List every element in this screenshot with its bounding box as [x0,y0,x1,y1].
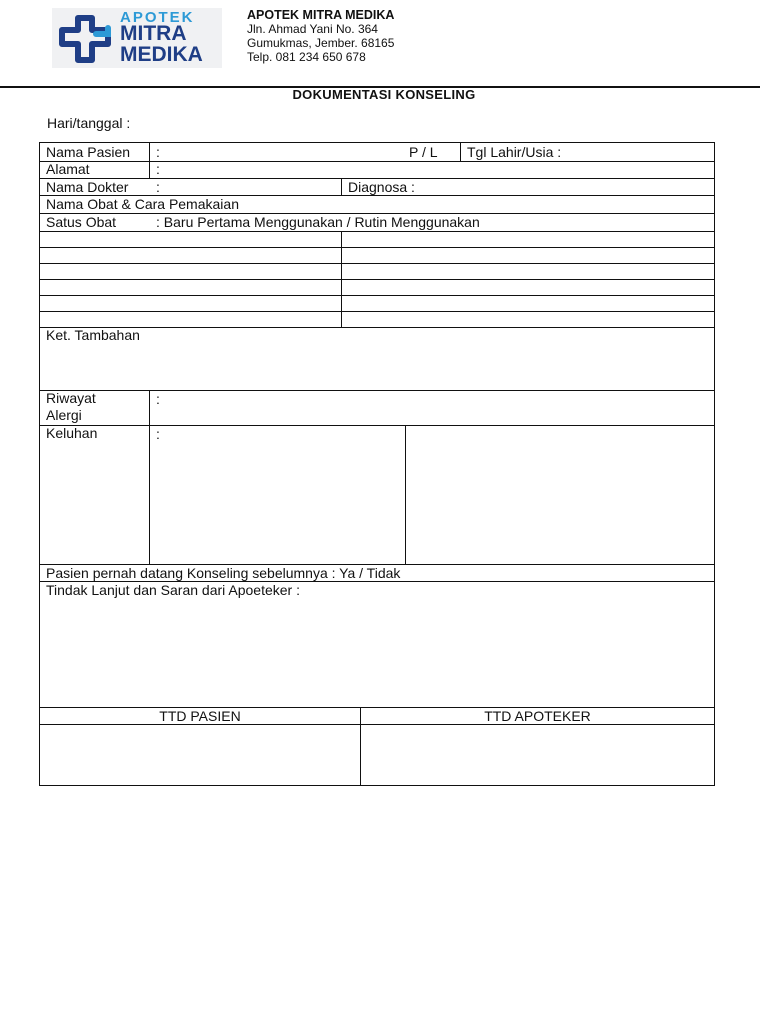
alamat-field[interactable] [150,161,714,178]
label-tgl-lahir: Tgl Lahir/Usia : [467,144,562,160]
label-riwayat: Riwayat [46,390,96,406]
ket-tambahan-field[interactable] [40,343,714,390]
label-nama-pasien: Nama Pasien [46,144,131,160]
pemakaian-cell[interactable] [342,247,714,263]
pemakaian-cell[interactable] [342,279,714,295]
status-obat-options[interactable]: : Baru Pertama Menggunakan / Rutin Menggunakan [156,214,480,230]
obat-cell[interactable] [40,311,341,327]
company-name: APOTEK MITRA MEDIKA [247,8,395,22]
signature-apoteker-area[interactable] [361,725,714,785]
label-status-obat: Satus Obat [46,214,117,230]
obat-cell[interactable] [40,247,341,263]
pharmacy-logo [52,8,222,68]
tgl-lahir-field[interactable] [580,143,714,161]
diagnosa-field[interactable] [425,178,714,195]
obat-cell[interactable] [40,263,341,279]
company-address-line2: Gumukmas, Jember. 68165 [247,36,395,50]
pemakaian-cell[interactable] [342,311,714,327]
document-title: DOKUMENTASI KONSELING [292,87,476,102]
colon: : [156,144,160,160]
riwayat-alergi-field[interactable] [150,390,714,425]
logo-text-medika: MEDIKA [120,43,203,66]
label-nama-obat: Nama Obat & Cara Pemakaian [46,196,239,212]
logo-text-mitra: MITRA [120,22,187,45]
pemakaian-cell[interactable] [342,295,714,311]
company-phone: Telp. 081 234 650 678 [247,50,366,64]
label-pernah-konseling[interactable]: Pasien pernah datang Konseling sebelumnya : Ya / Tidak [46,565,401,581]
obat-cell[interactable] [40,295,341,311]
medical-cross-icon [56,14,118,64]
label-nama-dokter: Nama Dokter [46,179,129,195]
label-keluhan: Keluhan [46,425,98,441]
label-ttd-pasien: TTD PASIEN [159,708,241,724]
label-alergi: Alergi [46,407,82,423]
label-tindak-lanjut: Tindak Lanjut dan Saran dari Apoeteker : [46,582,300,598]
label-diagnosa: Diagnosa : [348,179,415,195]
colon: : [156,161,160,177]
pemakaian-cell[interactable] [342,263,714,279]
date-field-label: Hari/tanggal : [47,115,131,131]
colon: : [156,179,160,195]
obat-cell[interactable] [40,279,341,295]
logo-text-apotek: APOTEK [120,9,195,26]
label-ttd-apoteker: TTD APOTEKER [484,708,591,724]
col-divider [460,143,461,161]
counseling-form-table [39,142,715,786]
nama-dokter-field[interactable] [160,178,340,195]
company-info [247,8,394,64]
signature-pasien-area[interactable] [40,725,360,785]
label-ket-tambahan: Ket. Tambahan [46,327,140,343]
colon: : [156,426,160,442]
obat-cell[interactable] [40,231,341,247]
tindak-lanjut-field[interactable] [40,599,714,707]
colon: : [156,391,160,407]
company-address-line1: Jln. Ahmad Yani No. 364 [247,22,378,36]
row-divider [40,327,714,328]
col-divider [341,178,342,195]
label-alamat: Alamat [46,161,90,177]
keluhan-field[interactable] [150,425,405,564]
gender-options[interactable]: P / L [409,144,438,160]
keluhan-notes-field[interactable] [406,425,714,564]
pemakaian-cell[interactable] [342,231,714,247]
